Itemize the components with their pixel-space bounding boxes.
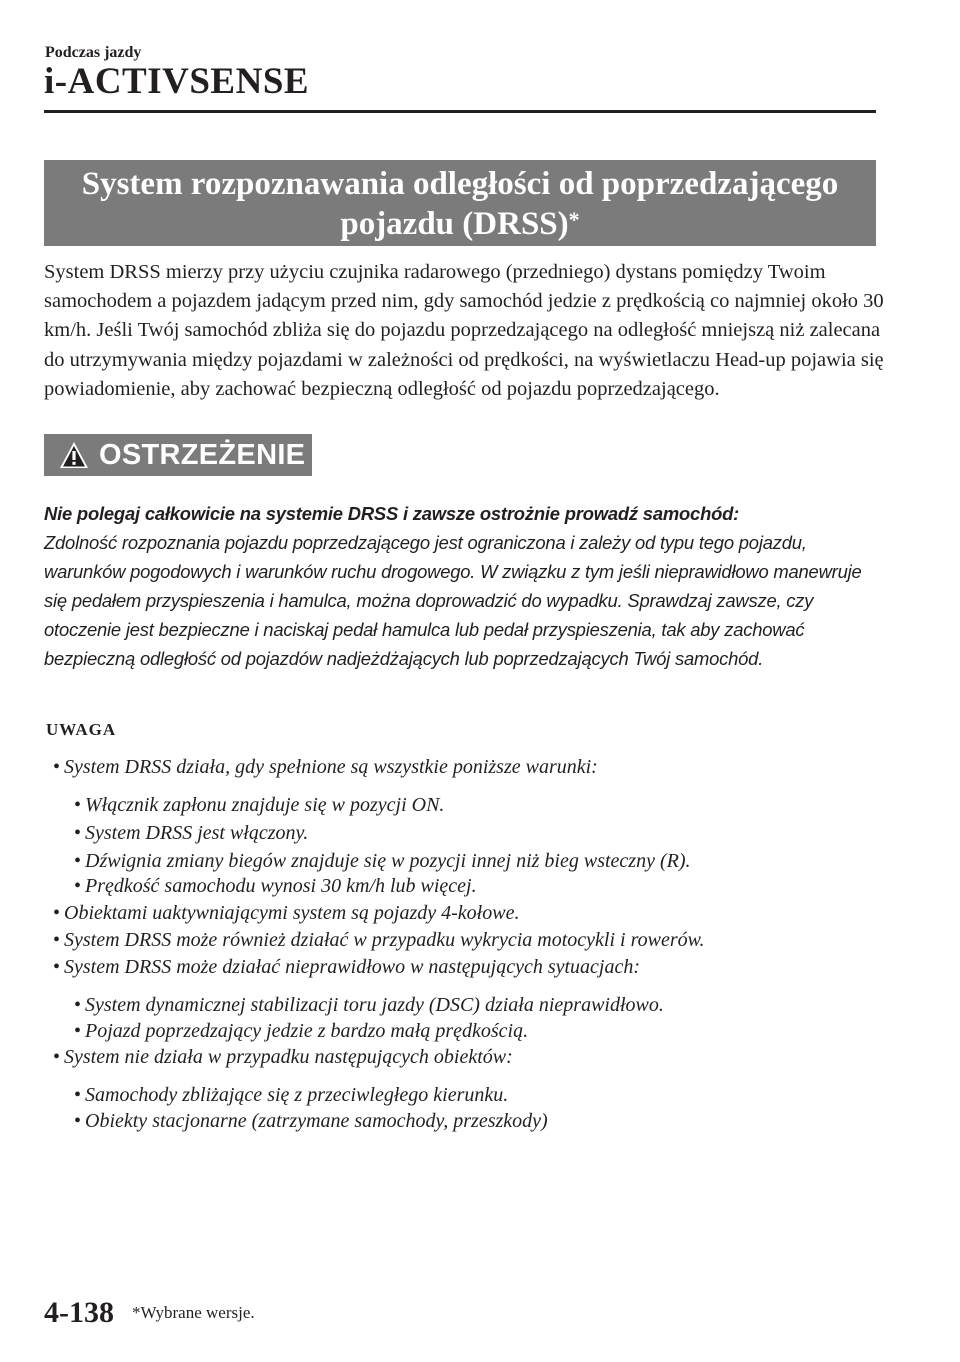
section-title-text: pojazdu (DRSS) bbox=[340, 206, 569, 242]
bullet-icon: • bbox=[74, 1110, 82, 1132]
note-subitem: • Obiekty stacjonarne (zatrzymane samochody, przeszkody) bbox=[74, 1110, 548, 1132]
chapter-title: i-ACTIVSENSE bbox=[44, 61, 310, 102]
bullet-icon: • bbox=[74, 822, 82, 844]
warning-body: Zdolność rozpoznania pojazdu poprzedzającego jest ograniczona i zależy od typu tego pojazdu, warunków pogodowych i warunków ruchu drogowego. W związku z tym jeśli nieprawidłowo manewruje się pedałem przyspieszenia i hamulca, można doprowadzić do wypadku. Sprawdzaj zawsze, czy otoczenie jest bezpieczne i naciskaj pedał hamulca lub pedał przyspieszenia, tak aby zachować bezpieczną odległość od pojazdów nadjeżdżających lub poprzedzających Twój samochód. bbox=[44, 532, 862, 669]
note-subitem: • System dynamicznej stabilizacji toru jazdy (DSC) działa nieprawidłowo. bbox=[74, 994, 664, 1016]
header-divider bbox=[44, 110, 876, 113]
bullet-icon: • bbox=[74, 794, 82, 816]
page-number: 4-138 bbox=[44, 1296, 114, 1329]
warning-triangle-icon bbox=[59, 441, 89, 469]
bullet-icon: • bbox=[74, 994, 82, 1016]
bullet-icon: • bbox=[53, 756, 61, 778]
warning-heading: Nie polegaj całkowicie na systemie DRSS i zawsze ostrożnie prowadź samochód: bbox=[44, 503, 740, 524]
note-item: • System DRSS działa, gdy spełnione są wszystkie poniższe warunki: bbox=[53, 756, 598, 778]
note-title: UWAGA bbox=[46, 720, 117, 739]
note-subitem: • Prędkość samochodu wynosi 30 km/h lub więcej. bbox=[74, 875, 477, 897]
bullet-icon: • bbox=[53, 1046, 61, 1068]
bullet-icon: • bbox=[74, 1084, 82, 1106]
section-label: Podczas jazdy bbox=[45, 44, 142, 61]
section-title-line1: System rozpoznawania odległości od poprzedzającego bbox=[81, 166, 839, 202]
bullet-icon: • bbox=[74, 1020, 82, 1042]
optional-equipment-asterisk: * bbox=[568, 207, 580, 232]
bullet-icon: • bbox=[74, 850, 82, 872]
bullet-icon: • bbox=[74, 875, 82, 897]
warning-text bbox=[44, 499, 884, 673]
note-subitem: • System DRSS jest włączony. bbox=[74, 822, 309, 844]
bullet-icon: • bbox=[53, 956, 61, 978]
bullet-icon: • bbox=[53, 929, 61, 951]
note-item: • Obiektami uaktywniającymi system są pojazdy 4-kołowe. bbox=[53, 902, 520, 924]
bullet-icon: • bbox=[53, 902, 61, 924]
note-subitem: • Samochody zbliżające się z przeciwległego kierunku. bbox=[74, 1084, 509, 1106]
section-title-line2 bbox=[44, 204, 876, 244]
note-item: • System nie działa w przypadku następujących obiektów: bbox=[53, 1046, 513, 1068]
warning-label: OSTRZEŻENIE bbox=[99, 438, 306, 471]
section-title-banner bbox=[44, 160, 876, 246]
note-subitem: • Pojazd poprzedzający jedzie z bardzo małą prędkością. bbox=[74, 1020, 529, 1042]
warning-badge bbox=[44, 434, 312, 476]
footnote: *Wybrane wersje. bbox=[132, 1303, 255, 1322]
note-subitem: • Włącznik zapłonu znajduje się w pozycji ON. bbox=[74, 794, 445, 816]
intro-paragraph: System DRSS mierzy przy użyciu czujnika radarowego (przedniego) dystans pomiędzy Twoim samochodem a pojazdem jadącym przed nim, gdy samochód jedzie z prędkością co najmniej około 30 km/h. Jeśli Twój samochód zbliża się do pojazdu poprzedzającego na odległość mniejszą niż zalecana do utrzymywania między pojazdami w zależności od prędkości, na wyświetlaczu Head-up pojawia się powiadomienie, aby zachować bezpieczną odległość od pojazdu poprzedzającego. bbox=[44, 261, 884, 400]
note-item: • System DRSS może działać nieprawidłowo w następujących sytuacjach: bbox=[53, 956, 641, 978]
note-item: • System DRSS może również działać w przypadku wykrycia motocykli i rowerów. bbox=[53, 929, 705, 951]
note-subitem: • Dźwignia zmiany biegów znajduje się w pozycji innej niż bieg wsteczny (R). bbox=[74, 850, 691, 872]
